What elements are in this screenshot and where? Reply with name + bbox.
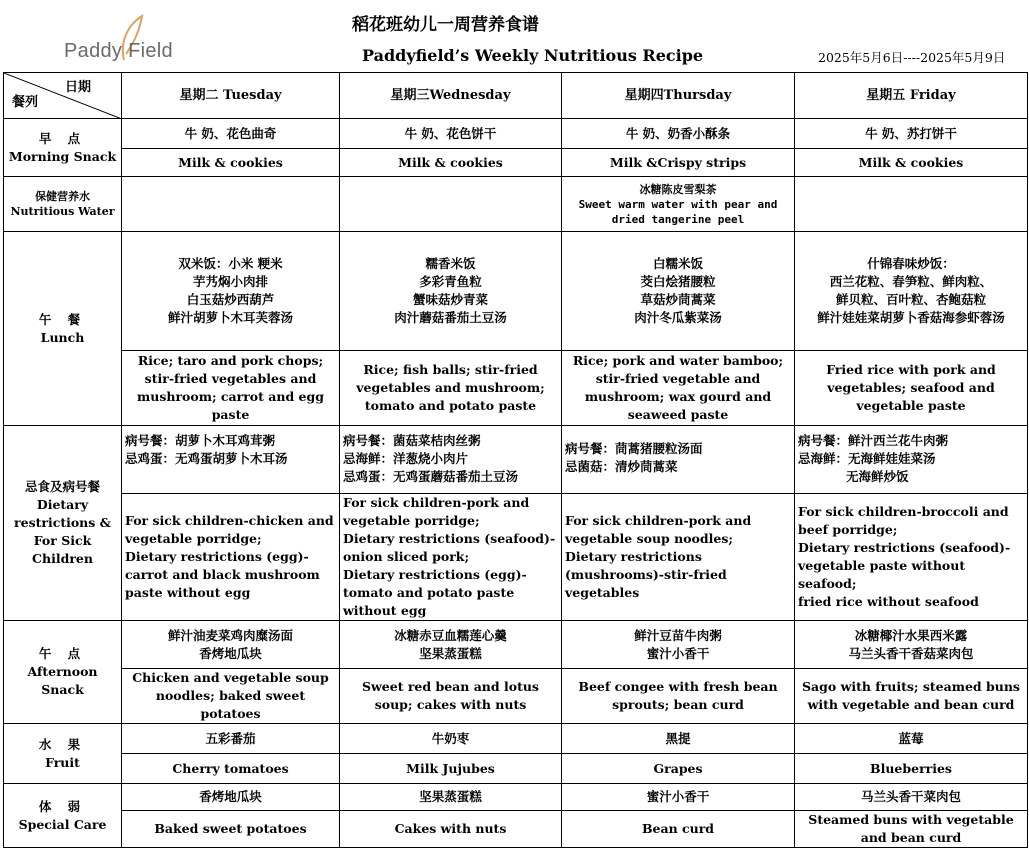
morning-fri-cn: 牛 奶、苏打饼干 bbox=[795, 119, 1028, 149]
morning-thu-en: Milk &Crispy strips bbox=[562, 149, 795, 177]
afternoon-label-cn: 午 点 bbox=[38, 646, 87, 661]
diet-fri-en-2: Dietary restrictions (seafood)-vegetable paste without seafood; bbox=[798, 540, 1011, 591]
diet-wed-en bbox=[340, 494, 562, 621]
day-header-tuesday: 星期二 Tuesday bbox=[122, 73, 340, 119]
meal-label: 餐列 bbox=[12, 95, 39, 110]
lunch-thu-cn-3: 草菇炒茼蒿菜 bbox=[640, 292, 716, 307]
day-header-thursday: 星期四Thursday bbox=[562, 73, 795, 119]
header-row bbox=[4, 73, 1028, 119]
water-thu-cn: 冰糖陈皮雪梨茶 bbox=[639, 182, 717, 196]
care-thu-cn: 蜜汁小香干 bbox=[562, 784, 795, 811]
lunch-tue-en: Rice; taro and pork chops; stir-fried vegetables and mushroom; carrot and egg paste bbox=[122, 351, 340, 426]
lunch-tue-cn-4: 鲜汁胡萝卜木耳芙蓉汤 bbox=[167, 310, 293, 325]
lunch-thu-cn-2: 茭白烩猪腰粒 bbox=[640, 274, 716, 289]
paddyfield-logo bbox=[54, 14, 184, 68]
afternoon-fri-cn bbox=[795, 621, 1028, 669]
afternoon-wed-en: Sweet red bean and lotus soup; cakes with nuts bbox=[340, 669, 562, 724]
diet-fri-en-3: fried rice without seafood bbox=[798, 594, 979, 609]
afternoon-thu-cn bbox=[562, 621, 795, 669]
morning-snack-label bbox=[4, 119, 122, 177]
fruit-label-cn: 水 果 bbox=[38, 736, 87, 752]
fruit-wed-en: Milk Jujubes bbox=[340, 754, 562, 784]
page-title-cn: 稻花班幼儿一周营养食谱 bbox=[352, 15, 539, 35]
care-row-cn bbox=[4, 784, 1028, 811]
morning-wed-en: Milk & cookies bbox=[340, 149, 562, 177]
water-wed bbox=[340, 177, 562, 232]
morning-thu-cn: 牛 奶、奶香小酥条 bbox=[562, 119, 795, 149]
diet-fri-en-1: For sick children-broccoli and beef porridge; bbox=[798, 504, 1009, 537]
fruit-thu-en: Grapes bbox=[562, 754, 795, 784]
afternoon-tue-cn-1: 鲜汁油麦菜鸡肉糜汤面 bbox=[167, 627, 293, 643]
care-label-cn: 体 弱 bbox=[38, 798, 87, 814]
diet-wed-en-3: Dietary restrictions (egg)-tomato and potato paste without egg bbox=[343, 567, 527, 618]
afternoon-label bbox=[4, 621, 122, 724]
lunch-thu-en: Rice; pork and water bamboo; stir-fried vegetable and mushroom; wax gourd and seaweed paste bbox=[562, 351, 795, 426]
lunch-tue-cn-1: 双米饭：小米 粳米 bbox=[178, 256, 283, 271]
diet-thu-en-2: Dietary restrictions (mushrooms)-stir-fried vegetables bbox=[565, 549, 727, 600]
lunch-thu-cn-1: 白糯米饭 bbox=[652, 256, 703, 271]
care-tue-en: Baked sweet potatoes bbox=[122, 811, 340, 848]
water-label bbox=[4, 177, 122, 232]
morning-tue-en: Milk & cookies bbox=[122, 149, 340, 177]
afternoon-fri-en: Sago with fruits; steamed buns with vegetable and bean curd bbox=[795, 669, 1028, 724]
diet-tue-cn bbox=[122, 426, 340, 494]
morning-snack-row-en bbox=[4, 149, 1028, 177]
afternoon-thu-en: Beef congee with fresh bean sprouts; bean curd bbox=[562, 669, 795, 724]
logo-wordmark: Paddy Field bbox=[64, 40, 173, 62]
lunch-label-cn: 午 餐 bbox=[38, 311, 87, 327]
care-wed-cn: 坚果蒸蛋糕 bbox=[340, 784, 562, 811]
lunch-label-en: Lunch bbox=[40, 329, 85, 345]
diet-thu-cn-2: 忌菌菇：清炒茼蒿菜 bbox=[565, 459, 678, 474]
fruit-wed-cn: 牛奶枣 bbox=[340, 724, 562, 754]
lunch-wed-cn-1: 糯香米饭 bbox=[425, 256, 476, 271]
diet-fri-cn-3: 无海鲜炒饭 bbox=[846, 469, 909, 484]
water-thu bbox=[562, 177, 795, 232]
diet-label-en: Dietary restrictions & For Sick Children bbox=[14, 497, 111, 566]
afternoon-label-en: Afternoon Snack bbox=[27, 664, 98, 697]
water-label-en: Nutritious Water bbox=[10, 205, 115, 218]
care-fri-cn: 马兰头香干菜肉包 bbox=[795, 784, 1028, 811]
diet-wed-en-2: Dietary restrictions (seafood)-onion sliced pork; bbox=[343, 531, 556, 564]
fruit-fri-cn: 蓝莓 bbox=[795, 724, 1028, 754]
care-label-en: Special Care bbox=[18, 816, 107, 832]
water-tue bbox=[122, 177, 340, 232]
fruit-tue-en: Cherry tomatoes bbox=[122, 754, 340, 784]
morning-snack-label-cn: 早 点 bbox=[38, 130, 87, 146]
afternoon-wed-cn-1: 冰糖赤豆血糯莲心羹 bbox=[394, 627, 507, 643]
diet-wed-cn-3: 忌鸡蛋：无鸡蛋蘑菇番茄土豆汤 bbox=[343, 469, 519, 484]
water-row bbox=[4, 177, 1028, 232]
afternoon-thu-cn-1: 鲜汁豆苗牛肉粥 bbox=[634, 627, 722, 643]
lunch-wed-en: Rice; fish balls; stir-fried vegetables and mushroom; tomato and potato paste bbox=[340, 351, 562, 426]
lunch-fri-cn-1: 什锦春味炒饭： bbox=[867, 256, 955, 271]
lunch-wed-cn-4: 肉汁蘑菇番茄土豆汤 bbox=[394, 310, 507, 325]
morning-snack-label-en: Morning Snack bbox=[8, 148, 117, 164]
diet-wed-cn bbox=[340, 426, 562, 494]
fruit-row-en bbox=[4, 754, 1028, 784]
diet-wed-cn-2: 忌海鲜：洋葱烧小肉片 bbox=[343, 451, 469, 466]
lunch-wed-cn-2: 多彩青鱼粒 bbox=[419, 274, 482, 289]
diet-row-cn bbox=[4, 426, 1028, 494]
lunch-thu-cn-4: 肉汁冬瓜紫菜汤 bbox=[634, 310, 722, 325]
corner-cell bbox=[4, 73, 122, 119]
diet-label bbox=[4, 426, 122, 621]
diet-tue-cn-1: 病号餐：胡萝卜木耳鸡茸粥 bbox=[125, 433, 276, 448]
care-wed-en: Cakes with nuts bbox=[340, 811, 562, 848]
fruit-tue-cn: 五彩番茄 bbox=[122, 724, 340, 754]
afternoon-row-cn bbox=[4, 621, 1028, 669]
water-thu-en: Sweet warm water with pear and dried tangerine peel bbox=[578, 197, 778, 226]
water-label-cn: 保健营养水 bbox=[35, 190, 90, 203]
care-tue-cn: 香烤地瓜块 bbox=[122, 784, 340, 811]
afternoon-row-en bbox=[4, 669, 1028, 724]
afternoon-fri-cn-1: 冰糖椰汁水果西米露 bbox=[854, 627, 968, 643]
lunch-fri-en: Fried rice with pork and vegetables; seafood and vegetable paste bbox=[795, 351, 1028, 426]
afternoon-tue-cn bbox=[122, 621, 340, 669]
diet-wed-en-1: For sick children-pork and vegetable porridge; bbox=[343, 495, 530, 528]
diet-fri-cn-2: 忌海鲜：无海鲜娃娃菜汤 bbox=[798, 451, 936, 466]
page-title-en: Paddyfield’s Weekly Nutritious Recipe bbox=[362, 46, 704, 65]
lunch-label bbox=[4, 232, 122, 426]
diet-thu-en bbox=[562, 494, 795, 621]
lunch-fri-cn-2: 西兰花粒、春笋粒、鲜肉粒、 bbox=[829, 274, 993, 289]
diet-label-cn: 忌食及病号餐 bbox=[24, 479, 100, 494]
afternoon-tue-en: Chicken and vegetable soup noodles; baked sweet potatoes bbox=[122, 669, 340, 724]
lunch-tue-cn-3: 白玉菇炒西葫芦 bbox=[186, 292, 275, 307]
diet-tue-cn-2: 忌鸡蛋：无鸡蛋胡萝卜木耳汤 bbox=[125, 451, 288, 466]
afternoon-fri-cn-2: 马兰头香干香菇菜肉包 bbox=[848, 645, 974, 661]
day-header-friday: 星期五 Friday bbox=[795, 73, 1028, 119]
afternoon-tue-cn-2: 香烤地瓜块 bbox=[199, 645, 262, 661]
fruit-label bbox=[4, 724, 122, 784]
lunch-row-cn bbox=[4, 232, 1028, 351]
diet-tue-en bbox=[122, 494, 340, 621]
morning-fri-en: Milk & cookies bbox=[795, 149, 1028, 177]
date-label: 日期 bbox=[64, 80, 91, 95]
weekly-menu-table bbox=[3, 72, 1028, 848]
fruit-row-cn bbox=[4, 724, 1028, 754]
lunch-thu-cn bbox=[562, 232, 795, 351]
morning-wed-cn: 牛 奶、花色饼干 bbox=[340, 119, 562, 149]
water-fri bbox=[795, 177, 1028, 232]
care-fri-en: Steamed buns with vegetable and bean curd bbox=[795, 811, 1028, 848]
diet-thu-cn bbox=[562, 426, 795, 494]
care-label bbox=[4, 784, 122, 848]
diet-tue-en-2: Dietary restrictions (egg)-carrot and black mushroom paste without egg bbox=[125, 549, 320, 600]
diet-fri-cn-1: 病号餐：鲜汁西兰花牛肉粥 bbox=[798, 433, 949, 448]
lunch-fri-cn-4: 鲜汁娃娃菜胡萝卜香菇海参虾蓉汤 bbox=[817, 310, 1005, 325]
lunch-fri-cn-3: 鲜贝粒、百叶粒、杏鲍菇粒 bbox=[835, 292, 986, 307]
diet-tue-en-1: For sick children-chicken and vegetable porridge; bbox=[125, 513, 334, 546]
afternoon-wed-cn-2: 坚果蒸蛋糕 bbox=[419, 645, 482, 661]
diet-thu-cn-1: 病号餐：茼蒿猪腰粒汤面 bbox=[565, 441, 703, 456]
care-thu-en: Bean curd bbox=[562, 811, 795, 848]
morning-snack-row-cn bbox=[4, 119, 1028, 149]
diet-fri-en bbox=[795, 494, 1028, 621]
diet-fri-cn bbox=[795, 426, 1028, 494]
date-range: 2025年5月6日----2025年5月9日 bbox=[818, 50, 1006, 65]
fruit-label-en: Fruit bbox=[45, 754, 80, 770]
lunch-wed-cn bbox=[340, 232, 562, 351]
diet-wed-cn-1: 病号餐：菌菇菜桔肉丝粥 bbox=[343, 433, 481, 448]
lunch-tue-cn-2: 芋艿焖小肉排 bbox=[192, 274, 268, 289]
fruit-thu-cn: 黑提 bbox=[562, 724, 795, 754]
fruit-fri-en: Blueberries bbox=[795, 754, 1028, 784]
lunch-row-en bbox=[4, 351, 1028, 426]
diet-thu-en-1: For sick children-pork and vegetable soup noodles; bbox=[565, 513, 752, 546]
lunch-fri-cn bbox=[795, 232, 1028, 351]
day-header-wednesday: 星期三Wednesday bbox=[340, 73, 562, 119]
afternoon-wed-cn bbox=[340, 621, 562, 669]
afternoon-thu-cn-2: 蜜汁小香干 bbox=[646, 645, 710, 661]
morning-tue-cn: 牛 奶、花色曲奇 bbox=[122, 119, 340, 149]
lunch-tue-cn bbox=[122, 232, 340, 351]
diet-row-en bbox=[4, 494, 1028, 621]
lunch-wed-cn-3: 蟹味菇炒青菜 bbox=[412, 292, 488, 307]
